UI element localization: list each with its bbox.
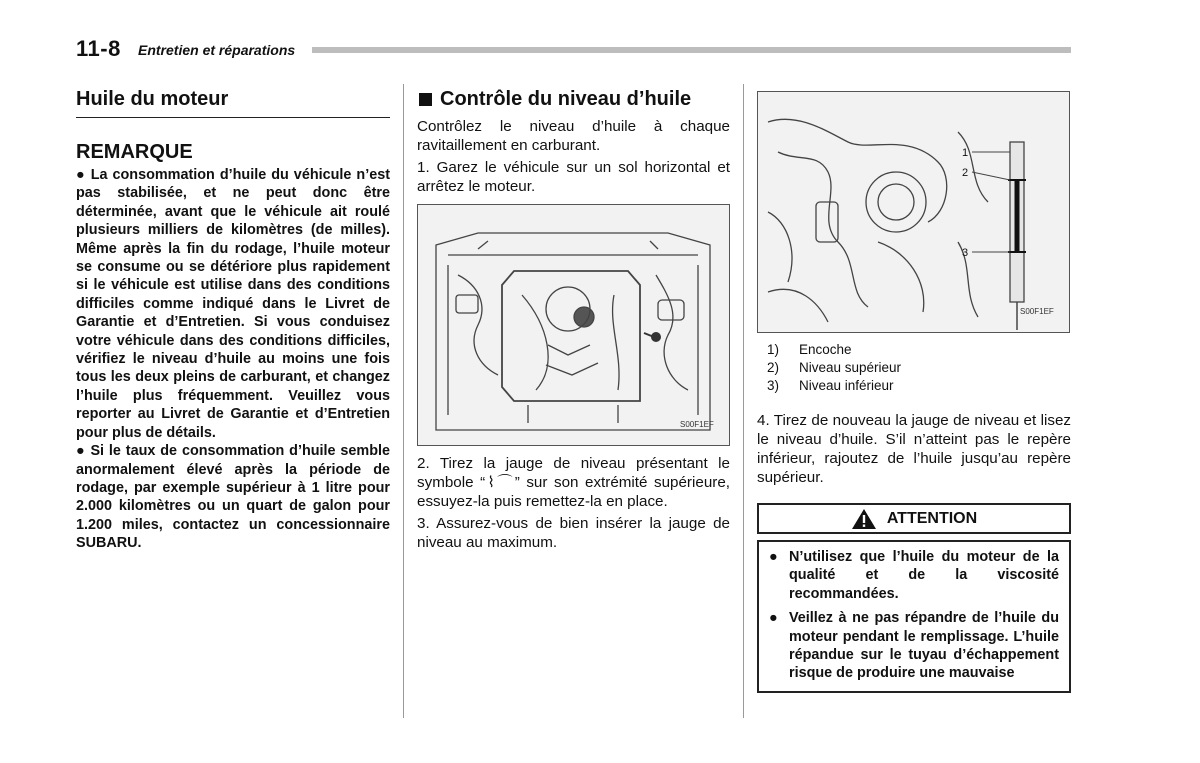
intro-text: Contrôlez le niveau d’huile à chaque ravitaillement en carburant. <box>417 118 730 154</box>
column-middle <box>417 88 730 555</box>
page-header <box>76 36 1071 62</box>
attention-title: ATTENTION <box>886 509 978 527</box>
dipstick-illustration <box>757 91 1070 333</box>
legend-item: 3) Niveau inférieur <box>767 378 894 393</box>
figure-code: S00F1EF <box>680 420 714 429</box>
figure-code: S00F1EF <box>1020 307 1054 316</box>
attention-item: ● N’utilisez que l’huile du moteur de la qualité et de la viscosité recommandées. <box>769 549 1059 602</box>
column-right <box>757 88 1071 693</box>
attention-item: ● Veillez à ne pas répandre de l’huile du moteur pendant le remplissage. L’huile répandue sur le tuyau d’échappement risque de produire une mauvaise <box>769 610 1059 682</box>
note-heading: REMARQUE <box>76 141 193 163</box>
column-divider <box>743 84 744 718</box>
subsection-heading <box>417 88 730 111</box>
figure-legend <box>767 341 1071 395</box>
figure-label-1: 1 <box>962 147 969 159</box>
page-number: 11-8 <box>76 36 121 61</box>
legend-item: 1) Encoche <box>767 342 852 357</box>
warning-icon <box>851 508 877 530</box>
header-bar <box>312 47 1071 53</box>
subsection-title: Contrôle du niveau d’huile <box>440 88 692 110</box>
note-item: ● La consommation d’huile du véhicule n’est pas stabilisée, et ne peut donc être déterminée, avant que le véhicule ait roulé plusieurs milliers de kilomètres (de milles). Même après la fin du rodage, l’huile moteur se consume ou se détériore plus rapidement si le véhicule est utilise dans des conditions difficiles comme indiqué dans le Livret de Garantie et d’Entretien. Si vous conduisez votre véhicule dans des conditions difficiles, vérifiez le niveau d’huile au moins une fois tous les deux pleins de carburant, et changez l’huile plus fréquemment. Veuillez vous reporter au Livret de Garantie et d’Entretien pour plus de détails. <box>76 167 390 441</box>
section-title: Entretien et réparations <box>138 42 296 58</box>
step-4: 4. Tirez de nouveau la jauge de niveau et lisez le niveau d’huile. S’il n’atteint pas le repère inférieur, rajoutez de l’huile jusqu’au repère supérieur. <box>757 412 1071 486</box>
note-body <box>76 166 390 553</box>
step-2: 2. Tirez la jauge de niveau présentant le symbole “⌇⌒” sur son extrémité supérieure, essuyez-la puis remettez-la en place. <box>417 455 730 510</box>
square-bullet-icon <box>419 93 432 106</box>
engine-bay-drawing <box>418 205 729 445</box>
figure-label-3: 3 <box>962 247 969 259</box>
step-1: 1. Garez le véhicule sur un sol horizontal et arrêtez le moteur. <box>417 159 730 195</box>
instructions-continued <box>417 454 730 552</box>
legend-item: 2) Niveau supérieur <box>767 360 902 375</box>
dipstick-drawing <box>758 92 1069 332</box>
column-left <box>76 88 390 553</box>
bullet-icon: ● <box>769 549 778 565</box>
step-3: 3. Assurez-vous de bien insérer la jauge de niveau au maximum. <box>417 515 730 551</box>
bullet-icon: ● <box>769 610 778 627</box>
engine-bay-illustration <box>417 204 730 446</box>
note-item: ● Si le taux de consommation d’huile semble anormalement élevé après la période de rodage, par exemple supérieur à 1 litre pour 2.000 kilomètres ou un quart de galon pour 1.200 miles, contactez un concessionnaire SUBARU. <box>76 443 390 552</box>
attention-box <box>757 540 1071 693</box>
attention-header <box>757 503 1071 534</box>
section-heading: Huile du moteur <box>76 88 390 118</box>
instructions <box>417 117 730 196</box>
figure-label-2: 2 <box>962 167 969 179</box>
column-divider <box>403 84 404 718</box>
